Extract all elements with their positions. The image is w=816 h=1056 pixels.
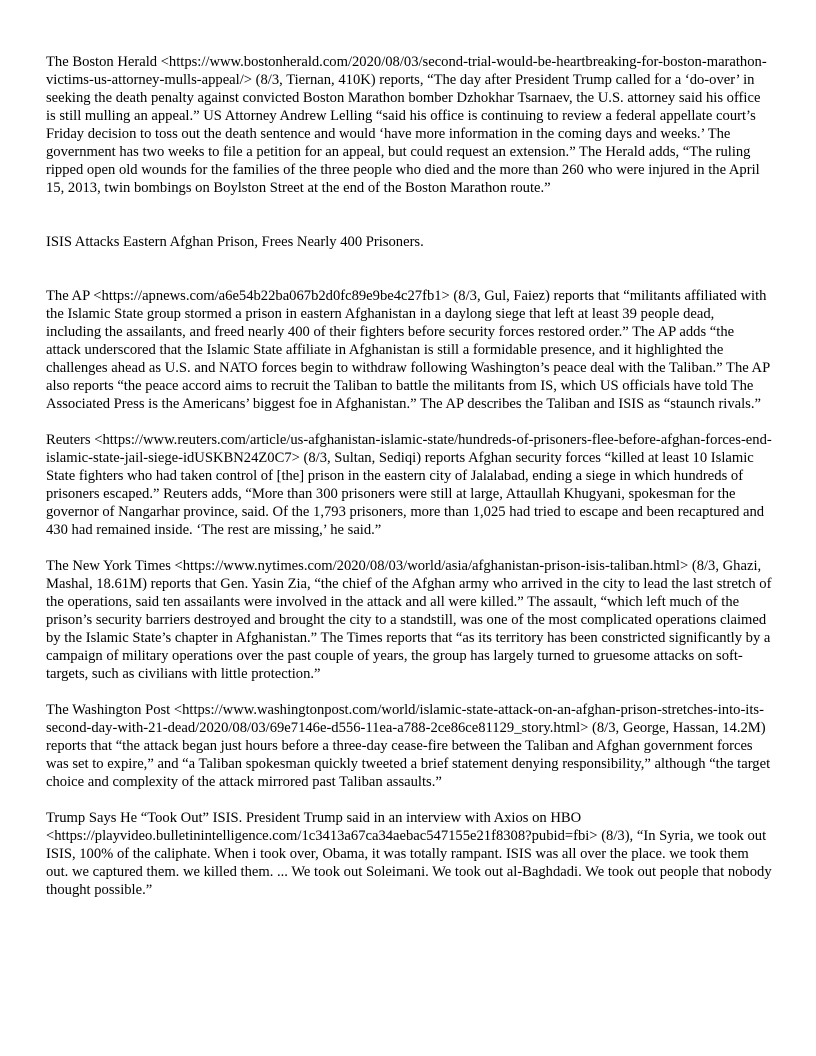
paragraph-boston-herald: The Boston Herald <https://www.bostonherald.com/2020/08/03/second-trial-would-be-heartbreaking-for-boston-marathon-victims-us-attorney-mulls-appeal/> (8/3, Tiernan, 410K) reports, “The day after President Trump called for a ‘do-over’ in seeking the death penalty against convicted Boston Marathon bomber Dzhokhar Tsarnaev, the U.S. attorney said his office is still mulling an appeal.” US Attorney Andrew Lelling “said his office is continuing to review a federal appellate court’s Friday decision to toss out the death sentence and would ‘have more information in the coming days and weeks.’ The government has two weeks to file a petition for an appeal, but could request an extension.” The Herald adds, “The ruling ripped open old wounds for the families of the three people who died and the more than 260 who were injured in the April 15, 2013, twin bombings on Boylston Street at the end of the Boston Marathon route.” <box>46 54 767 196</box>
paragraph-trump-axios: Trump Says He “Took Out” ISIS. President Trump said in an interview with Axios on HBO <https://playvideo.bulletinintelligence.com/1c3413a67ca34aebac547155e21f8308?pubid=fbi> (8/3), “In Syria, we took out ISIS, 100% of the caliphate. When i took over, Obama, it was totally rampant. ISIS was all over the place. we took them out. we captured them. we killed them. ... We took out Soleimani. We took out al-Baghdadi. We took out people that nobody thought possible.” <box>46 810 772 898</box>
paragraph-washington-post: The Washington Post <https://www.washingtonpost.com/world/islamic-state-attack-on-an-afghan-prison-stretches-into-its-second-day-with-21-dead/2020/08/03/69e7146e-d556-11ea-a788-2ce86ce81129_story.html> (8/3, George, Hassan, 14.2M) reports that “the attack began just hours before a three-day cease-fire between the Taliban and Afghan government forces was set to expire,” and “a Taliban spokesman quickly tweeted a brief statement denying responsibility,” although “the target choice and complexity of the attack mirrored past Taliban assaults.” <box>46 702 771 790</box>
paragraph-reuters: Reuters <https://www.reuters.com/article/us-afghanistan-islamic-state/hundreds-of-prisoners-flee-before-afghan-forces-end-islamic-state-jail-siege-idUSKBN24Z0C7> (8/3, Sultan, Sediqi) reports Afghan security forces “killed at least 10 Islamic State fighters who had taken control of [the] prison in the eastern city of Jalalabad, ending a siege in which hundreds of prisoners escaped.” Reuters adds, “More than 300 prisoners were still at large, Attaullah Khugyani, spokesman for the governor of Nangarhar province, said. Of the 1,793 prisoners, more than 1,025 had tried to escape and been recaptured and 430 had remained inside. ‘The rest are missing,’ he said.” <box>46 432 772 538</box>
section-headline-isis-prison: ISIS Attacks Eastern Afghan Prison, Frees Nearly 400 Prisoners. <box>46 234 424 250</box>
document-page <box>46 53 772 917</box>
paragraph-new-york-times: The New York Times <https://www.nytimes.com/2020/08/03/world/asia/afghanistan-prison-isis-taliban.html> (8/3, Ghazi, Mashal, 18.61M) reports that Gen. Yasin Zia, “the chief of the Afghan army who arrived in the city to lead the last stretch of the operations, said ten assailants were involved in the attack and all were killed.” The assault, “which left much of the prison’s security barriers destroyed and brought the city to a standstill, was one of the most complicated operations claimed by the Islamic State’s chapter in Afghanistan.” The Times reports that “as its territory has been constricted significantly by a campaign of military operations over the past couple of years, the group has largely turned to gruesome attacks on soft-targets, such as civilians with little protection.” <box>46 558 772 682</box>
paragraph-ap: The AP <https://apnews.com/a6e54b22ba067b2d0fc89e9be4c27fb1> (8/3, Gul, Faiez) reports that “militants affiliated with the Islamic State group stormed a prison in eastern Afghanistan in a daylong siege that left at least 39 people dead, including the assailants, and freed nearly 400 of their fighters before security forces restored order.” The AP adds “the attack underscored that the Islamic State affiliate in Afghanistan is still a formidable presence, and it highlighted the challenges ahead as U.S. and NATO forces begin to withdraw following Washington’s peace deal with the Taliban.” The AP also reports “the peace accord aims to recruit the Taliban to battle the militants from IS, which US officials have told The Associated Press is the Americans’ biggest foe in Afghanistan.” The AP describes the Taliban and ISIS as “staunch rivals.” <box>46 288 770 412</box>
